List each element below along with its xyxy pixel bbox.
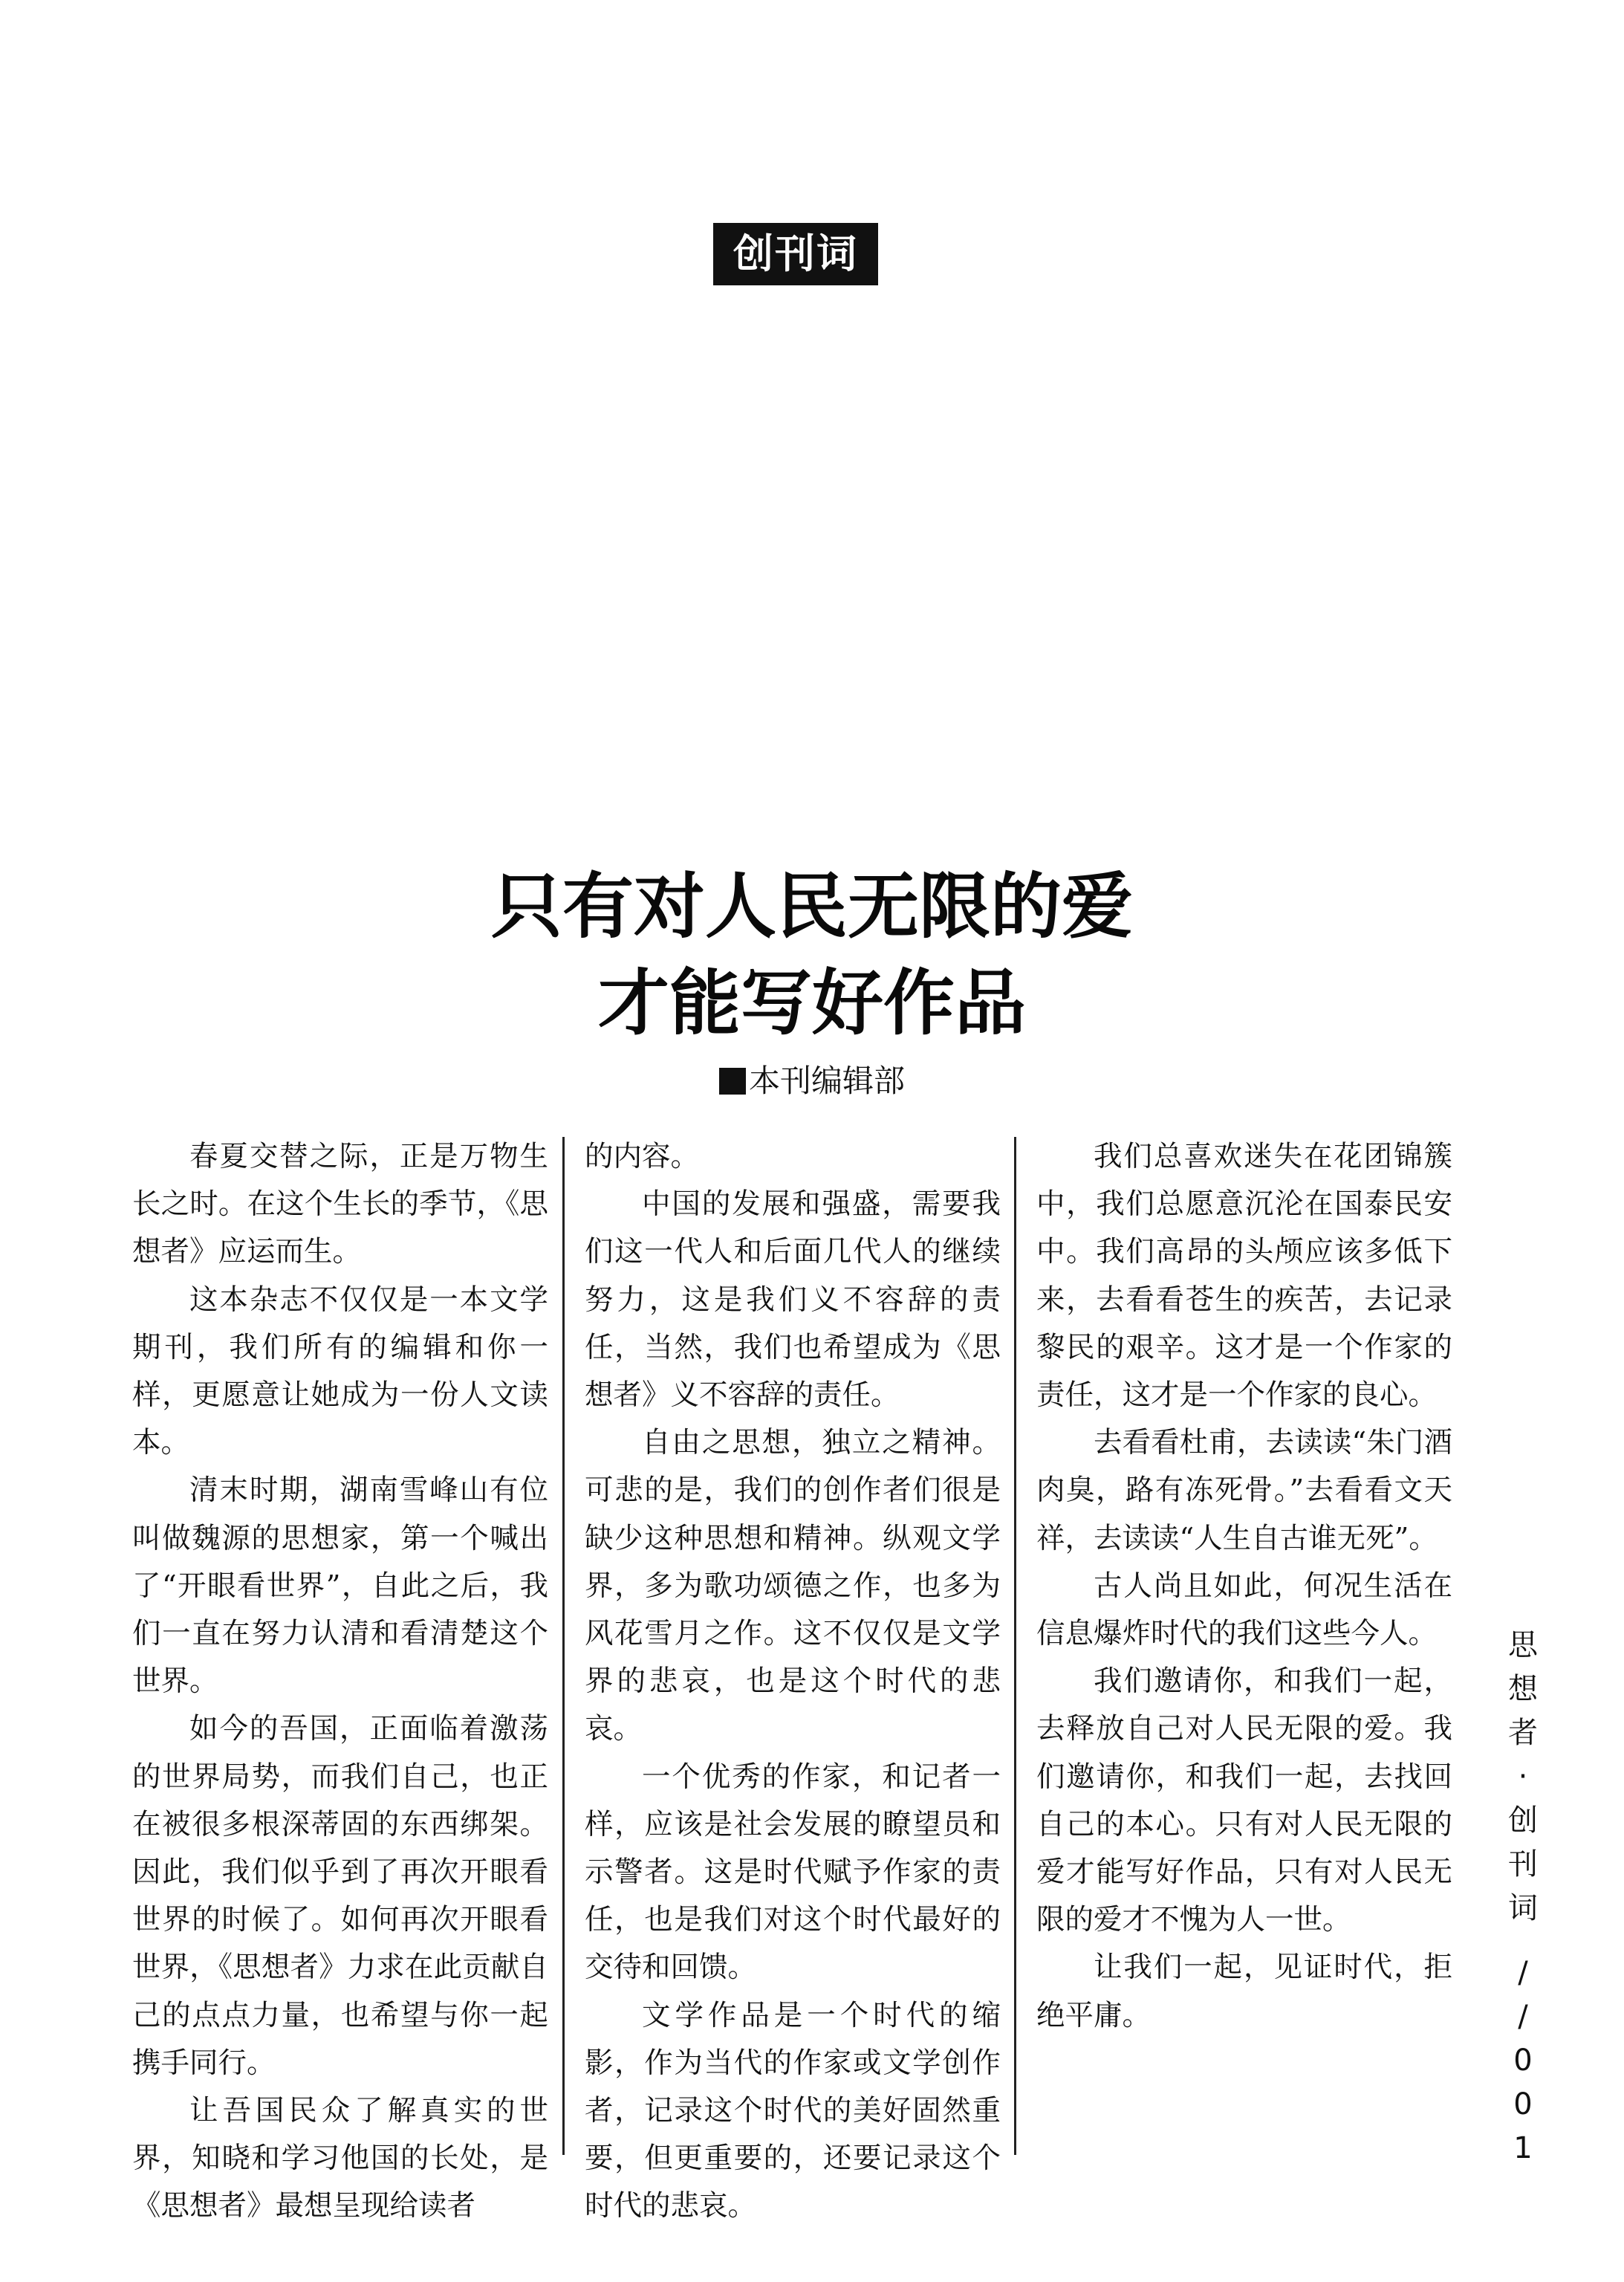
paragraph: 这本杂志不仅仅是一本文学期刊，我们所有的编辑和你一样，更愿意让她成为一份人文读本。 bbox=[132, 1283, 548, 1460]
page-number-char: 0 bbox=[1513, 2043, 1533, 2078]
sidebar-label-char: 刊 bbox=[1508, 1847, 1538, 1881]
sidebar-label-char: 者 bbox=[1508, 1716, 1538, 1750]
byline bbox=[0, 1059, 1624, 1103]
sidebar-label-char: 词 bbox=[1508, 1891, 1538, 1925]
page-number-char: 0 bbox=[1513, 2087, 1533, 2121]
page-number-char: / bbox=[1518, 1956, 1528, 1990]
paragraph: 一个优秀的作家，和记者一样，应该是社会发展的瞭望员和示警者。这是时代赋予作家的责任，也是我们对这个时代最好的交待和回馈。 bbox=[585, 1760, 1001, 1985]
column-divider bbox=[1014, 1137, 1016, 2155]
sidebar-spacer bbox=[1501, 1931, 1545, 1951]
paragraph: 让吾国民众了解真实的世界，知晓和学习他国的长处，是《思想者》最想呈现给读者 bbox=[132, 2094, 548, 2223]
paragraph: 古人尚且如此，何况生活在信息爆炸时代的我们这些今人。 bbox=[1036, 1569, 1452, 1651]
paragraph: 的内容。 bbox=[585, 1140, 700, 1173]
sidebar-label-char: 思 bbox=[1508, 1628, 1538, 1662]
section-badge: 创刊词 bbox=[713, 223, 878, 285]
page-number-char: / bbox=[1518, 2000, 1528, 2034]
paragraph: 春夏交替之际，正是万物生长之时。在这个生长的季节，《思想者》应运而生。 bbox=[132, 1140, 548, 1269]
paragraph: 自由之思想，独立之精神。可悲的是，我们的创作者们很是缺少这种思想和精神。纵观文学界，多为歌功颂德之作，也多为风花雪月之作。这不仅仅是文学界的悲哀，也是这个时代的悲哀。 bbox=[585, 1426, 1001, 1746]
sidebar-label-char: 想 bbox=[1508, 1672, 1538, 1706]
sidebar-label-char: · bbox=[1518, 1760, 1528, 1794]
column-divider bbox=[562, 1137, 565, 2155]
sidebar-label-char: 创 bbox=[1508, 1803, 1538, 1838]
running-sidebar bbox=[1501, 1624, 1545, 2171]
paragraph: 文学作品是一个时代的缩影，作为当代的作家或文学创作者，记录这个时代的美好固然重要，但更重要的，还要记录这个时代的悲哀。 bbox=[585, 1998, 1001, 2223]
paragraph: 让我们一起，见证时代，拒绝平庸。 bbox=[1036, 1951, 1452, 2032]
byline-text: 本刊编辑部 bbox=[748, 1063, 905, 1099]
paragraph: 我们邀请你，和我们一起，去释放自己对人民无限的爱。我们邀请你，和我们一起，去找回自己的本心。只有对人民无限的爱才能写好作品，只有对人民无限的爱才不愧为人一世。 bbox=[1036, 1665, 1452, 1937]
paragraph: 清末时期，湖南雪峰山有位叫做魏源的思想家，第一个喊出了“开眼看世界”，自此之后，我们一直在努力认清和看清楚这个世界。 bbox=[132, 1474, 548, 1699]
text-column-2 bbox=[585, 1133, 1001, 2231]
article-title-line-2: 才能写好作品 bbox=[598, 962, 1026, 1045]
square-bullet-icon bbox=[719, 1068, 746, 1095]
text-column-3 bbox=[1036, 1133, 1452, 2040]
paragraph: 中国的发展和强盛，需要我们这一代人和后面几代人的继续努力，这是我们义不容辞的责任，当然，我们也希望成为《思想者》义不容辞的责任。 bbox=[585, 1187, 1001, 1413]
article-title-line-1: 只有对人民无限的爱 bbox=[491, 865, 1133, 948]
paragraph: 我们总喜欢迷失在花团锦簇中，我们总愿意沉沦在国泰民安中。我们高昂的头颅应该多低下来，去看看苍生的疾苦，去记录黎民的艰辛。这才是一个作家的责任，这才是一个作家的良心。 bbox=[1036, 1140, 1452, 1413]
paragraph: 如今的吾国，正面临着激荡的世界局势，而我们自己，也正在被很多根深蒂固的东西绑架。因此，我们似乎到了再次开眼看世界的时候了。如何再次开眼看世界，《思想者》力求在此贡献自己的点点力量，也希望与你一起携手同行。 bbox=[132, 1712, 548, 2080]
paragraph: 去看看杜甫，去读读“朱门酒肉臭，路有冻死骨。”去看看文天祥，去读读“人生自古谁无死”。 bbox=[1036, 1426, 1452, 1555]
text-column-1 bbox=[132, 1133, 548, 2231]
page-number-char: 1 bbox=[1513, 2131, 1533, 2165]
